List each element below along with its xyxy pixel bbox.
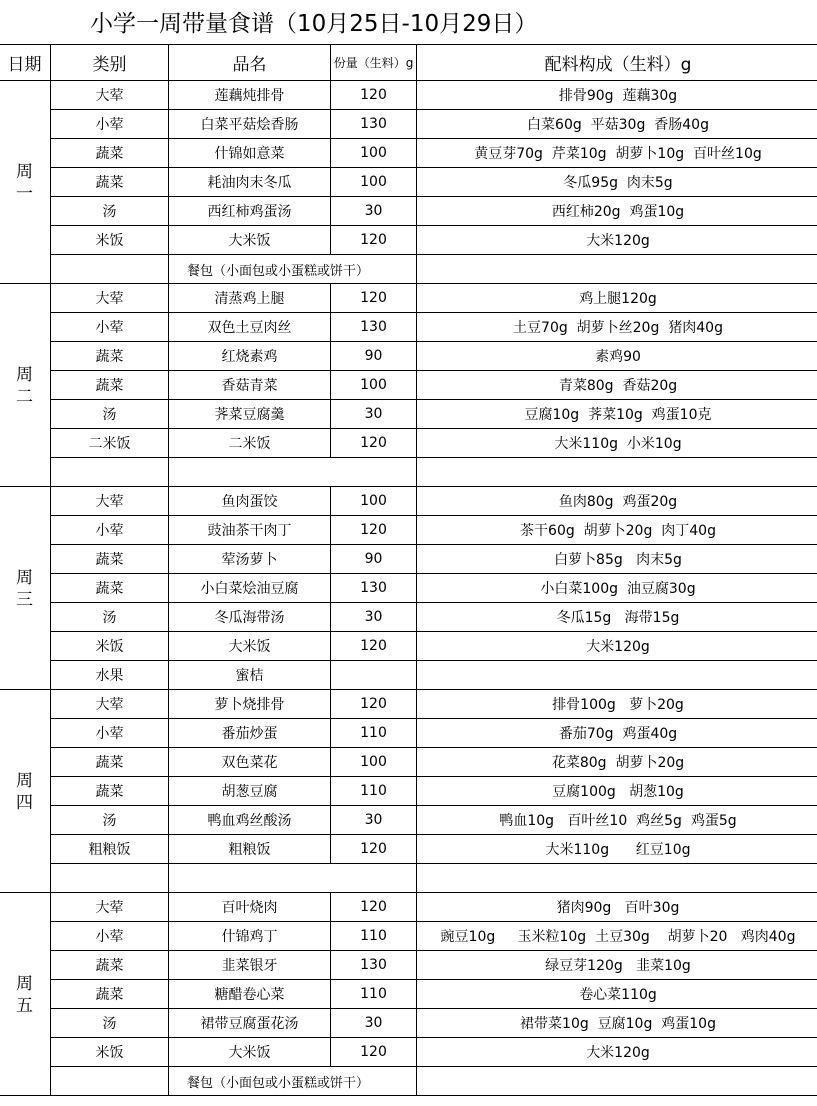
table-row xyxy=(0,980,817,1009)
cell-category xyxy=(51,864,169,893)
table-row xyxy=(0,487,817,516)
cell-portion: 120 xyxy=(331,516,417,545)
cell-category: 汤 xyxy=(51,603,169,632)
cell-dish: 大米饭 xyxy=(169,1038,331,1067)
table-row xyxy=(0,574,817,603)
menu-body xyxy=(0,81,817,1096)
cell-category: 汤 xyxy=(51,400,169,429)
cell-ingredients: 鱼肉80g 鸡蛋20g xyxy=(417,487,817,516)
cell-dish: 粗粮饭 xyxy=(169,835,331,864)
cell-category: 粗粮饭 xyxy=(51,835,169,864)
cell-portion: 120 xyxy=(331,81,417,110)
cell-portion: 90 xyxy=(331,342,417,371)
cell-dish: 香菇青菜 xyxy=(169,371,331,400)
cell-category: 水果 xyxy=(51,661,169,690)
cell-category: 米饭 xyxy=(51,632,169,661)
cell-category: 大荤 xyxy=(51,487,169,516)
cell-ingredients: 冬瓜95g 肉末5g xyxy=(417,168,817,197)
cell-portion: 120 xyxy=(331,429,417,458)
cell-portion: 120 xyxy=(331,284,417,313)
cell-ingredients: 花菜80g 胡萝卜20g xyxy=(417,748,817,777)
cell-category xyxy=(51,458,169,487)
cell-category: 蔬菜 xyxy=(51,748,169,777)
cell-ingredients: 白菜60g 平菇30g 香肠40g xyxy=(417,110,817,139)
cell-dish: 红烧素鸡 xyxy=(169,342,331,371)
cell-portion: 120 xyxy=(331,632,417,661)
cell-category: 蔬菜 xyxy=(51,342,169,371)
cell-portion xyxy=(417,458,817,487)
cell-dish: 荤汤萝卜 xyxy=(169,545,331,574)
cell-ingredients: 大米120g xyxy=(417,632,817,661)
cell-ingredients: 冬瓜15g 海带15g xyxy=(417,603,817,632)
cell-category: 小荤 xyxy=(51,313,169,342)
day-label xyxy=(0,284,51,487)
cell-ingredients: 排骨90g 莲藕30g xyxy=(417,81,817,110)
cell-category: 大荤 xyxy=(51,81,169,110)
table-row xyxy=(0,951,817,980)
cell-category: 蔬菜 xyxy=(51,980,169,1009)
table-row xyxy=(0,313,817,342)
cell-category: 蔬菜 xyxy=(51,545,169,574)
table-row xyxy=(0,835,817,864)
table-row xyxy=(0,1038,817,1067)
cell-category: 汤 xyxy=(51,197,169,226)
cell-category: 蔬菜 xyxy=(51,139,169,168)
table-row xyxy=(0,168,817,197)
cell-ingredients: 白萝卜85g 肉末5g xyxy=(417,545,817,574)
day-text: 周三 xyxy=(16,568,33,610)
cell-portion: 30 xyxy=(331,1009,417,1038)
cell-dish: 百叶烧肉 xyxy=(169,893,331,922)
cell-dish: 胡葱豆腐 xyxy=(169,777,331,806)
cell-ingredients: 大米110g 红豆10g xyxy=(417,835,817,864)
cell-dish: 什锦鸡丁 xyxy=(169,922,331,951)
cell-category: 米饭 xyxy=(51,1038,169,1067)
cell-dish: 什锦如意菜 xyxy=(169,139,331,168)
cell-dish: 韭菜银牙 xyxy=(169,951,331,980)
cell-portion: 30 xyxy=(331,400,417,429)
day-text: 周二 xyxy=(16,365,33,407)
table-row xyxy=(0,110,817,139)
table-row xyxy=(0,139,817,168)
cell-category: 蔬菜 xyxy=(51,168,169,197)
table-row xyxy=(0,226,817,255)
table-row xyxy=(0,429,817,458)
page-title: 小学一周带量食谱（10月25日-10月29日） xyxy=(90,11,538,37)
table-row xyxy=(0,371,817,400)
cell-ingredients: 大米120g xyxy=(417,1038,817,1067)
cell-dish: 豉油茶干肉丁 xyxy=(169,516,331,545)
table-row xyxy=(0,516,817,545)
cell-ingredients: 番茄70g 鸡蛋40g xyxy=(417,719,817,748)
header-ingredients: 配料构成（生料）g xyxy=(417,45,817,81)
table-row-extra xyxy=(0,1067,817,1096)
cell-ingredients: 青菜80g 香菇20g xyxy=(417,371,817,400)
cell-dish: 莲藕炖排骨 xyxy=(169,81,331,110)
cell-category: 大荤 xyxy=(51,690,169,719)
cell-dish: 番茄炒蛋 xyxy=(169,719,331,748)
cell-portion: 130 xyxy=(331,574,417,603)
cell-ingredients: 豌豆10g 玉米粒10g 土豆30g 胡萝卜20 鸡肉40g xyxy=(417,922,817,951)
header-row xyxy=(0,45,817,81)
cell-portion: 110 xyxy=(331,719,417,748)
table-row xyxy=(0,1009,817,1038)
table-row xyxy=(0,748,817,777)
day-label xyxy=(0,690,51,893)
menu-table xyxy=(0,44,817,1096)
cell-portion: 120 xyxy=(331,690,417,719)
table-row xyxy=(0,632,817,661)
cell-ingredients: 裙带菜10g 豆腐10g 鸡蛋10g xyxy=(417,1009,817,1038)
cell-portion: 30 xyxy=(331,806,417,835)
cell-ingredients: 绿豆芽120g 韭菜10g xyxy=(417,951,817,980)
cell-ingredients: 卷心菜110g xyxy=(417,980,817,1009)
cell-ingredients: 豆腐10g 荠菜10g 鸡蛋10克 xyxy=(417,400,817,429)
table-row xyxy=(0,545,817,574)
cell-dish: 耗油肉末冬瓜 xyxy=(169,168,331,197)
cell-category: 汤 xyxy=(51,1009,169,1038)
cell-ingredients: 猪肉90g 百叶30g xyxy=(417,893,817,922)
cell-category: 小荤 xyxy=(51,110,169,139)
table-row xyxy=(0,922,817,951)
header-category: 类别 xyxy=(51,45,169,81)
cell-ingredients: 黄豆芽70g 芹菜10g 胡萝卜10g 百叶丝10g xyxy=(417,139,817,168)
cell-portion xyxy=(417,864,817,893)
day-label xyxy=(0,81,51,284)
cell-portion: 100 xyxy=(331,139,417,168)
cell-category xyxy=(51,1067,169,1096)
cell-portion: 100 xyxy=(331,371,417,400)
cell-dish: 双色菜花 xyxy=(169,748,331,777)
cell-category: 米饭 xyxy=(51,226,169,255)
cell-category: 蔬菜 xyxy=(51,574,169,603)
cell-portion xyxy=(417,1067,817,1096)
table-row xyxy=(0,806,817,835)
cell-dish: 大米饭 xyxy=(169,226,331,255)
cell-ingredients: 茶干60g 胡萝卜20g 肉丁40g xyxy=(417,516,817,545)
cell-portion: 100 xyxy=(331,748,417,777)
cell-category xyxy=(51,255,169,284)
header-portion: 份量（生料）g xyxy=(331,45,417,81)
cell-ingredients: 小白菜100g 油豆腐30g xyxy=(417,574,817,603)
cell-portion: 120 xyxy=(331,226,417,255)
cell-ingredients: 鸭血10g 百叶丝10 鸡丝5g 鸡蛋5g xyxy=(417,806,817,835)
cell-ingredients: 豆腐100g 胡葱10g xyxy=(417,777,817,806)
cell-snack: 餐包（小面包或小蛋糕或饼干） xyxy=(169,1067,417,1096)
cell-category: 大荤 xyxy=(51,284,169,313)
table-row xyxy=(0,690,817,719)
table-row xyxy=(0,719,817,748)
cell-ingredients: 大米120g xyxy=(417,226,817,255)
table-row xyxy=(0,342,817,371)
day-text: 周四 xyxy=(16,771,33,813)
cell-dish: 冬瓜海带汤 xyxy=(169,603,331,632)
table-row xyxy=(0,284,817,313)
cell-portion: 100 xyxy=(331,168,417,197)
day-text: 周五 xyxy=(16,974,33,1016)
cell-dish: 裙带豆腐蛋花汤 xyxy=(169,1009,331,1038)
cell-category: 小荤 xyxy=(51,922,169,951)
cell-category: 蔬菜 xyxy=(51,777,169,806)
header-dish: 品名 xyxy=(169,45,331,81)
cell-category: 大荤 xyxy=(51,893,169,922)
cell-ingredients: 西红柿20g 鸡蛋10g xyxy=(417,197,817,226)
cell-portion: 120 xyxy=(331,893,417,922)
cell-snack: 餐包（小面包或小蛋糕或饼干） xyxy=(169,255,417,284)
cell-dish: 小白菜烩油豆腐 xyxy=(169,574,331,603)
table-row xyxy=(0,661,817,690)
day-label xyxy=(0,893,51,1096)
cell-dish: 大米饭 xyxy=(169,632,331,661)
cell-portion: 90 xyxy=(331,545,417,574)
cell-portion: 120 xyxy=(331,1038,417,1067)
cell-dish: 鸭血鸡丝酸汤 xyxy=(169,806,331,835)
cell-dish: 白菜平菇烩香肠 xyxy=(169,110,331,139)
table-row xyxy=(0,893,817,922)
header-date: 日期 xyxy=(0,45,51,81)
cell-portion: 110 xyxy=(331,777,417,806)
cell-portion: 30 xyxy=(331,197,417,226)
cell-snack xyxy=(169,458,417,487)
cell-portion: 130 xyxy=(331,313,417,342)
table-row xyxy=(0,81,817,110)
table-row-extra xyxy=(0,255,817,284)
cell-portion: 100 xyxy=(331,487,417,516)
cell-portion: 110 xyxy=(331,980,417,1009)
cell-portion: 130 xyxy=(331,110,417,139)
cell-dish: 萝卜烧排骨 xyxy=(169,690,331,719)
day-text: 周一 xyxy=(16,162,33,204)
cell-category: 汤 xyxy=(51,806,169,835)
cell-category: 二米饭 xyxy=(51,429,169,458)
cell-snack xyxy=(169,864,417,893)
cell-category: 蔬菜 xyxy=(51,371,169,400)
cell-ingredients: 排骨100g 萝卜20g xyxy=(417,690,817,719)
cell-ingredients: 大米110g 小米10g xyxy=(417,429,817,458)
cell-portion xyxy=(331,661,417,690)
cell-dish: 荠菜豆腐羹 xyxy=(169,400,331,429)
table-row xyxy=(0,197,817,226)
cell-dish: 糖醋卷心菜 xyxy=(169,980,331,1009)
cell-portion xyxy=(417,255,817,284)
cell-dish: 鱼肉蛋饺 xyxy=(169,487,331,516)
table-row xyxy=(0,603,817,632)
day-label xyxy=(0,487,51,690)
table-row xyxy=(0,400,817,429)
cell-portion: 130 xyxy=(331,951,417,980)
cell-category: 小荤 xyxy=(51,516,169,545)
cell-category: 蔬菜 xyxy=(51,951,169,980)
cell-ingredients: 素鸡90 xyxy=(417,342,817,371)
cell-category: 小荤 xyxy=(51,719,169,748)
cell-portion: 30 xyxy=(331,603,417,632)
cell-dish: 清蒸鸡上腿 xyxy=(169,284,331,313)
cell-ingredients: 土豆70g 胡萝卜丝20g 猪肉40g xyxy=(417,313,817,342)
cell-dish: 双色土豆肉丝 xyxy=(169,313,331,342)
cell-dish: 蜜桔 xyxy=(169,661,331,690)
table-row-extra xyxy=(0,864,817,893)
cell-dish: 二米饭 xyxy=(169,429,331,458)
table-row-extra xyxy=(0,458,817,487)
cell-dish: 西红柿鸡蛋汤 xyxy=(169,197,331,226)
cell-ingredients: 鸡上腿120g xyxy=(417,284,817,313)
cell-portion: 110 xyxy=(331,922,417,951)
cell-ingredients xyxy=(417,661,817,690)
table-row xyxy=(0,777,817,806)
cell-portion: 120 xyxy=(331,835,417,864)
